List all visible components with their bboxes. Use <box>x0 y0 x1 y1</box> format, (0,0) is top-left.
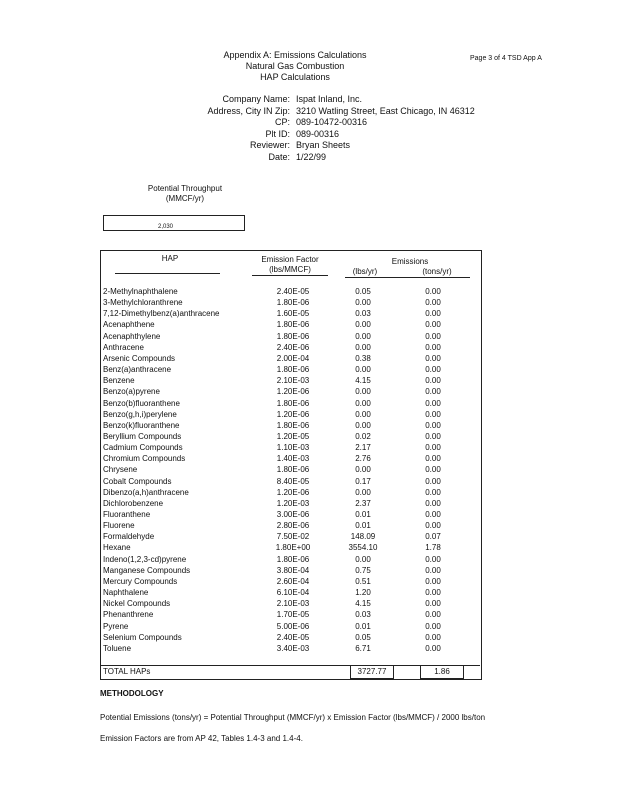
emissions-lbs: 0.51 <box>355 576 371 586</box>
emissions-tons: 0.00 <box>425 565 441 575</box>
info-row-date <box>148 152 548 164</box>
table-row <box>103 609 475 620</box>
emissions-lbs: 0.00 <box>355 342 371 352</box>
hap-name: Chromium Compounds <box>103 454 186 464</box>
hap-name: Cobalt Compounds <box>103 476 172 486</box>
emission-factor: 1.80E-06 <box>276 420 310 430</box>
emission-factor: 1.20E-05 <box>276 431 310 441</box>
hap-name: Selenium Compounds <box>103 632 182 642</box>
info-label: Address, City IN Zip: <box>207 105 290 116</box>
emission-factor: 2.40E-05 <box>276 287 310 296</box>
table-row <box>103 364 475 375</box>
table-row <box>103 498 475 509</box>
hap-name: Mercury Compounds <box>103 576 178 586</box>
emissions-lbs: 148.09 <box>350 532 376 542</box>
emission-factor: 3.40E-03 <box>276 643 310 653</box>
table-row <box>103 576 475 587</box>
emissions-tons: 0.00 <box>425 487 441 497</box>
hap-name: Benzo(b)fluoranthene <box>103 398 180 408</box>
table-row <box>103 476 475 487</box>
emissions-lbs: 0.00 <box>355 320 371 330</box>
table-row <box>103 542 475 553</box>
table-row <box>103 286 475 297</box>
emissions-lbs: 0.03 <box>355 309 371 319</box>
emission-factor: 2.10E-03 <box>276 376 310 386</box>
emissions-lbs: 0.75 <box>355 565 371 575</box>
info-label: Plt ID: <box>265 128 290 139</box>
report-title: Appendix A: Emissions Calculations <box>223 50 367 60</box>
header-lbs: (lbs/yr) <box>352 267 378 276</box>
info-label: CP: <box>274 117 290 127</box>
emission-factor: 1.80E+00 <box>275 543 311 553</box>
table-row <box>103 442 475 453</box>
hap-name: Toluene <box>103 643 132 653</box>
table-row <box>103 520 475 531</box>
table-row <box>103 632 475 643</box>
table-row <box>103 409 475 420</box>
emissions-tons: 0.00 <box>425 599 441 609</box>
info-row-company <box>148 94 548 106</box>
emissions-lbs: 0.38 <box>355 353 371 363</box>
info-value: 1/22/99 <box>296 151 327 162</box>
emission-factor: 1.20E-03 <box>276 498 310 508</box>
emissions-lbs: 0.00 <box>355 554 371 564</box>
emissions-lbs: 2.37 <box>355 498 371 508</box>
table-row <box>103 431 475 442</box>
hap-name: Benzo(k)fluoranthene <box>103 420 180 430</box>
table-row <box>103 587 475 598</box>
emissions-lbs: 2.17 <box>355 443 371 453</box>
hap-name: Fluorene <box>103 521 135 531</box>
emission-factor: 1.80E-06 <box>276 320 310 330</box>
hap-name: Anthracene <box>103 342 144 352</box>
total-lbs: 3727.77 <box>350 666 394 679</box>
table-row <box>103 464 475 475</box>
emission-factor: 1.70E-05 <box>276 610 310 620</box>
header-hap: HAP <box>161 254 179 263</box>
table-row <box>103 375 475 386</box>
emissions-lbs: 0.00 <box>355 487 371 497</box>
emissions-tons: 1.78 <box>425 543 441 553</box>
header-rule <box>252 275 328 276</box>
table-row <box>103 509 475 520</box>
hap-name: Benzene <box>103 376 135 386</box>
emissions-lbs: 0.00 <box>355 298 371 308</box>
emission-factor: 1.20E-06 <box>276 487 310 497</box>
report-subtitle-2: HAP Calculations <box>260 72 330 82</box>
emissions-tons: 0.07 <box>425 532 441 542</box>
methodology-formula: Potential Emissions (tons/yr) = Potential Throughput (MMCF/yr) x Emission Factor (lbs/MMCF) / 2000 lbs/ton <box>100 713 486 722</box>
emissions-lbs: 4.15 <box>355 599 371 609</box>
hap-name: Cadmium Compounds <box>103 443 183 453</box>
info-label: Date: <box>268 151 290 162</box>
header-rule <box>345 277 470 278</box>
hap-name: Naphthalene <box>103 588 149 598</box>
info-value: Bryan Sheets <box>296 140 351 150</box>
emissions-tons: 0.00 <box>425 431 441 441</box>
emissions-lbs: 2.76 <box>355 454 371 464</box>
info-value: Ispat Inland, Inc. <box>296 94 363 104</box>
emissions-lbs: 0.00 <box>355 331 371 341</box>
emission-factor: 2.40E-05 <box>276 632 310 642</box>
info-value: 089-00316 <box>296 128 340 139</box>
total-label: TOTAL HAPs <box>103 667 151 676</box>
header-ef: Emission Factor <box>261 255 319 264</box>
throughput-title: Potential Throughput <box>147 184 223 193</box>
emission-factor: 2.00E-04 <box>276 353 310 363</box>
hap-name: Pyrene <box>103 621 129 631</box>
hap-name: Benzo(g,h,i)perylene <box>103 409 177 419</box>
emissions-lbs: 0.00 <box>355 387 371 397</box>
header-tons: (tons/yr) <box>422 267 452 276</box>
emission-factor: 1.80E-06 <box>276 331 310 341</box>
emissions-tons: 0.00 <box>425 610 441 620</box>
emissions-tons: 0.00 <box>425 510 441 519</box>
emission-factor: 3.00E-06 <box>276 510 310 519</box>
info-row-plt-id <box>148 129 548 141</box>
hap-name: Manganese Compounds <box>103 565 191 575</box>
table-row <box>103 319 475 330</box>
emissions-tons: 0.00 <box>425 420 441 430</box>
header-rule <box>115 273 220 274</box>
emission-factor: 1.80E-06 <box>276 365 310 375</box>
emissions-tons: 0.00 <box>425 454 441 464</box>
report-subtitle: Natural Gas Combustion <box>245 61 345 71</box>
emission-factor: 1.20E-06 <box>276 409 310 419</box>
hap-name: Benz(a)anthracene <box>103 365 172 375</box>
hap-name: 3-Methylchloranthrene <box>103 298 183 308</box>
emissions-lbs: 0.00 <box>355 465 371 475</box>
emissions-lbs: 0.05 <box>355 632 371 642</box>
table-row <box>103 386 475 397</box>
emissions-tons: 0.00 <box>425 498 441 508</box>
emission-factor: 1.60E-05 <box>276 309 310 319</box>
emissions-lbs: 3554.10 <box>348 543 378 553</box>
emissions-tons: 0.00 <box>425 621 441 631</box>
emission-factor: 8.40E-05 <box>276 476 310 486</box>
emission-factor: 1.80E-06 <box>276 465 310 475</box>
table-row <box>103 453 475 464</box>
table-row <box>103 531 475 542</box>
emissions-tons: 0.00 <box>425 365 441 375</box>
emissions-lbs: 6.71 <box>355 643 371 653</box>
emissions-lbs: 0.00 <box>355 365 371 375</box>
emissions-lbs: 4.15 <box>355 376 371 386</box>
hap-name: Dibenzo(a,h)anthracene <box>103 487 189 497</box>
hap-name: Acenaphthylene <box>103 331 161 341</box>
emissions-lbs: 0.01 <box>355 621 371 631</box>
table-row <box>103 353 475 364</box>
table-row <box>103 398 475 409</box>
hap-name: Hexane <box>103 543 131 553</box>
emissions-tons: 0.00 <box>425 320 441 330</box>
hap-name: Fluoranthene <box>103 510 151 519</box>
hap-name: Chrysene <box>103 465 138 475</box>
emissions-tons: 0.00 <box>425 588 441 598</box>
emissions-tons: 0.00 <box>425 342 441 352</box>
methodology-heading: METHODOLOGY <box>100 689 164 698</box>
emission-factor: 1.20E-06 <box>276 387 310 397</box>
info-row-cp <box>148 117 548 129</box>
emission-factor: 6.10E-04 <box>276 588 310 598</box>
table-row <box>103 487 475 498</box>
table-row <box>103 342 475 353</box>
table-row <box>103 565 475 576</box>
emissions-tons: 0.00 <box>425 298 441 308</box>
emissions-tons: 0.00 <box>425 287 441 296</box>
hap-name: Arsenic Compounds <box>103 353 176 363</box>
hap-name: Benzo(a)pyrene <box>103 387 160 397</box>
emissions-lbs: 0.05 <box>355 287 371 296</box>
emissions-tons: 0.00 <box>425 521 441 531</box>
hap-name: Beryllium Compounds <box>103 431 182 441</box>
table-row <box>103 420 475 431</box>
emissions-lbs: 0.01 <box>355 510 371 519</box>
header-emissions: Emissions <box>391 257 429 266</box>
info-row-reviewer <box>148 140 548 152</box>
emissions-tons: 0.00 <box>425 331 441 341</box>
info-label: Company Name: <box>222 94 290 104</box>
hap-name: Acenaphthene <box>103 320 155 330</box>
table-row <box>103 331 475 342</box>
emissions-tons: 0.00 <box>425 465 441 475</box>
emissions-tons: 0.00 <box>425 643 441 653</box>
page-reference: Page 3 of 4 TSD App A <box>470 55 542 62</box>
emissions-tons: 0.00 <box>425 309 441 319</box>
company-info <box>148 94 548 174</box>
info-label: Reviewer: <box>249 140 290 150</box>
emissions-tons: 0.00 <box>425 576 441 586</box>
table-row <box>103 297 475 308</box>
emission-factor: 2.40E-06 <box>276 342 310 352</box>
emissions-tons: 0.00 <box>425 387 441 397</box>
emissions-lbs: 0.03 <box>355 610 371 620</box>
emission-factor: 2.10E-03 <box>276 599 310 609</box>
header-ef-unit: (lbs/MMCF) <box>269 265 311 274</box>
emission-factor: 1.40E-03 <box>276 454 310 464</box>
emissions-lbs: 0.17 <box>355 476 371 486</box>
emission-factor: 1.80E-06 <box>276 298 310 308</box>
emissions-lbs: 0.00 <box>355 420 371 430</box>
emissions-tons: 0.00 <box>425 632 441 642</box>
emission-factor: 1.10E-03 <box>276 443 310 453</box>
emission-factor: 2.80E-06 <box>276 521 310 531</box>
hap-name: Nickel Compounds <box>103 599 171 609</box>
hap-name: Indeno(1,2,3-cd)pyrene <box>103 554 187 564</box>
emissions-lbs: 0.00 <box>355 409 371 419</box>
hap-name: 2-Methylnaphthalene <box>103 287 178 296</box>
emissions-tons: 0.00 <box>425 443 441 453</box>
emissions-lbs: 0.02 <box>355 431 371 441</box>
emissions-lbs: 1.20 <box>355 588 371 598</box>
throughput-box <box>103 215 245 231</box>
throughput-value: 2,030 <box>158 224 174 230</box>
emissions-lbs: 0.01 <box>355 521 371 531</box>
table-row <box>103 308 475 319</box>
info-value: 089-10472-00316 <box>296 117 368 127</box>
hap-name: Dichlorobenzene <box>103 498 164 508</box>
hap-name: Phenanthrene <box>103 610 154 620</box>
info-row-address <box>148 106 548 118</box>
emissions-tons: 0.00 <box>425 476 441 486</box>
emission-factor: 1.80E-06 <box>276 398 310 408</box>
total-tons: 1.86 <box>420 666 464 680</box>
throughput-label <box>130 184 240 204</box>
emissions-tons: 0.00 <box>425 409 441 419</box>
emission-factor: 1.80E-06 <box>276 554 310 564</box>
emissions-tons: 0.00 <box>425 353 441 363</box>
table-row <box>103 554 475 565</box>
hap-name: Formaldehyde <box>103 532 155 542</box>
table-row <box>103 643 475 654</box>
emissions-tons: 0.00 <box>425 376 441 386</box>
table-row <box>103 621 475 632</box>
table-row <box>103 598 475 609</box>
hap-name: 7,12-Dimethylbenz(a)anthracene <box>103 309 220 319</box>
emissions-tons: 0.00 <box>425 554 441 564</box>
emission-factor: 3.80E-04 <box>276 565 310 575</box>
emissions-lbs: 0.00 <box>355 398 371 408</box>
emissions-tons: 0.00 <box>425 398 441 408</box>
emission-factor: 7.50E-02 <box>276 532 310 542</box>
methodology-source: Emission Factors are from AP 42, Tables 1.4-3 and 1.4-4. <box>100 734 303 743</box>
emission-factor: 2.60E-04 <box>276 576 310 586</box>
emission-factor: 5.00E-06 <box>276 621 310 631</box>
throughput-unit: (MMCF/yr) <box>165 194 205 203</box>
info-value: 3210 Watling Street, East Chicago, IN 46312 <box>296 105 475 116</box>
